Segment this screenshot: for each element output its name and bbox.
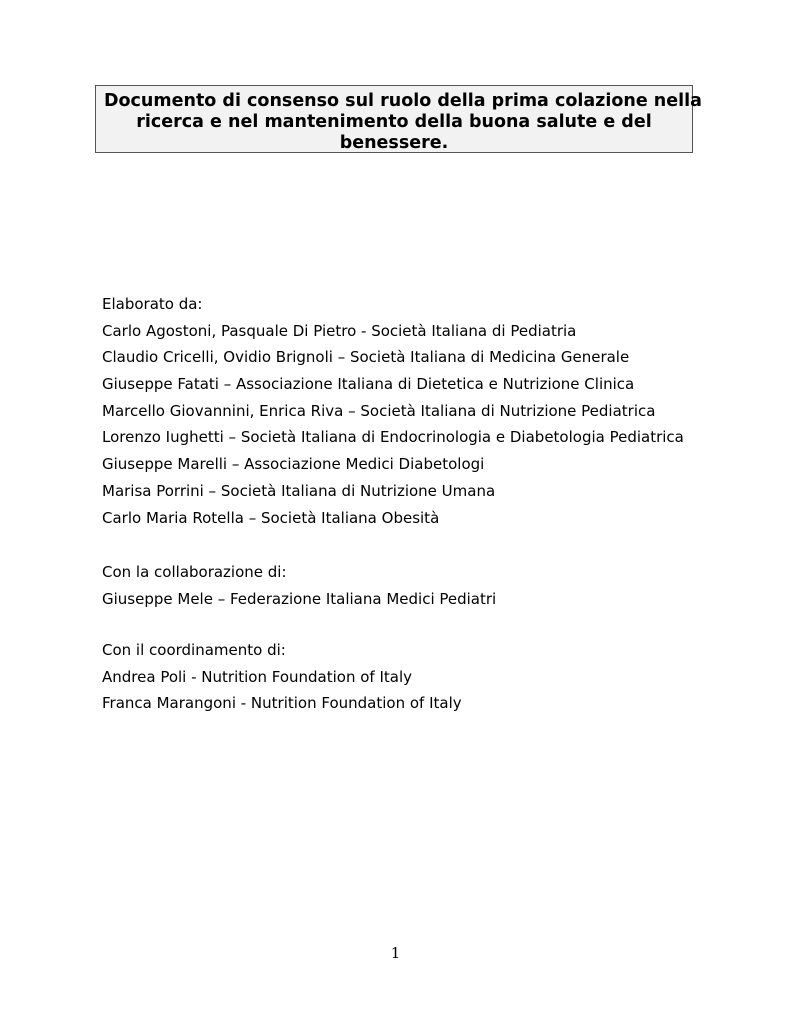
authors-section: [102, 291, 684, 531]
coordinator-entry: Andrea Poli - Nutrition Foundation of Italy: [102, 667, 412, 686]
document-title-line: benessere.: [339, 133, 449, 153]
author-entry: Marcello Giovannini, Enrica Riva – Società Italiana di Nutrizione Pediatrica: [102, 401, 656, 420]
coordination-section: [102, 637, 462, 717]
section-heading: Con il coordinamento di:: [102, 641, 286, 659]
collaborator-entry: Giuseppe Mele – Federazione Italiana Medici Pediatri: [102, 589, 497, 608]
author-entry: Marisa Porrini – Società Italiana di Nutrizione Umana: [102, 481, 496, 500]
document-title-line: Documento di consenso sul ruolo della prima colazione nella: [104, 91, 702, 111]
coordinator-entry: Franca Marangoni - Nutrition Foundation of Italy: [102, 694, 462, 713]
author-entry: Giuseppe Fatati – Associazione Italiana di Dietetica e Nutrizione Clinica: [102, 375, 635, 394]
page-number: 1: [390, 944, 401, 962]
collaboration-section: [102, 559, 496, 612]
document-title-box: [95, 85, 702, 153]
author-entry: Lorenzo Iughetti – Società Italiana di Endocrinologia e Diabetologia Pediatrica: [102, 428, 684, 447]
section-heading: Elaborato da:: [102, 295, 203, 313]
author-entry: Claudio Cricelli, Ovidio Brignoli – Società Italiana di Medicina Generale: [102, 348, 630, 367]
document-title-line: ricerca e nel mantenimento della buona salute e del: [136, 112, 652, 132]
author-entry: Carlo Agostoni, Pasquale Di Pietro - Società Italiana di Pediatria: [102, 321, 577, 340]
author-entry: Carlo Maria Rotella – Società Italiana Obesità: [102, 508, 440, 527]
author-entry: Giuseppe Marelli – Associazione Medici Diabetologi: [102, 455, 485, 474]
section-heading: Con la collaborazione di:: [102, 563, 287, 581]
